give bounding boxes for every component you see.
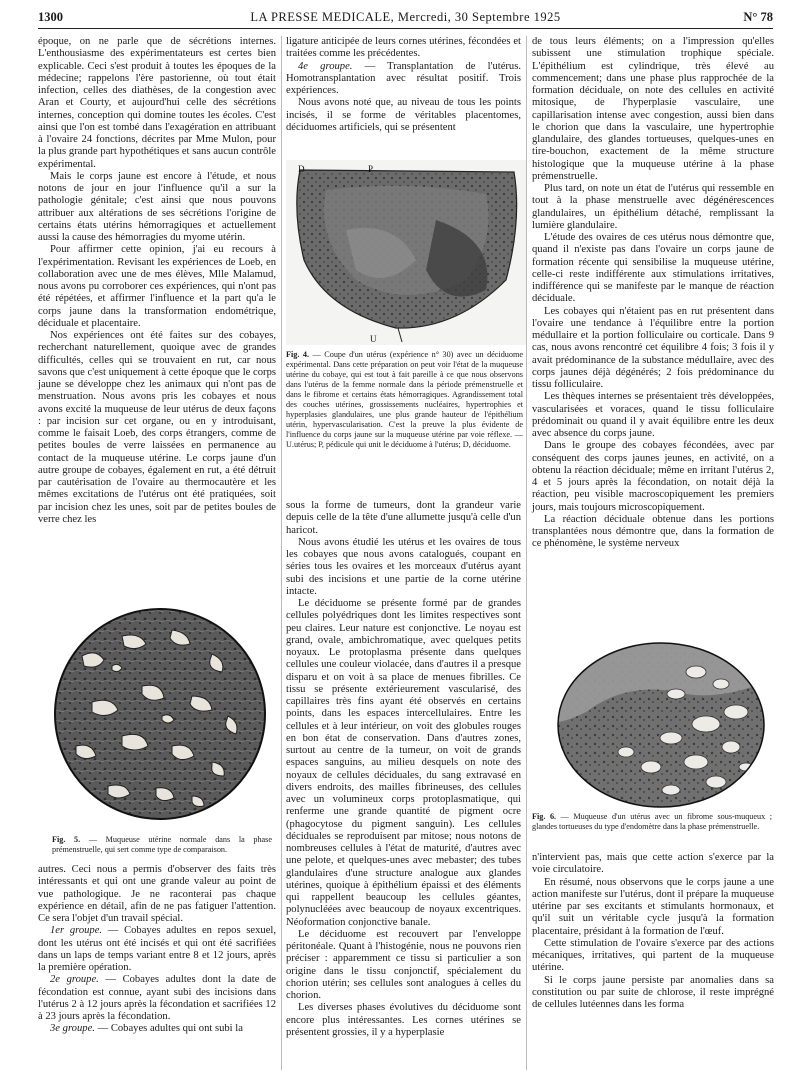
- figure-6-micrograph: [556, 642, 766, 808]
- paragraph: Nous avons étudié les utérus et les ovaires de tous les cobayes que nous avons catalogués, coupant en séries tous les ovaires et les morceaux d'utérus ayant subi des incisions et une partie de la corne utérine intacte.: [286, 536, 521, 597]
- group-text: — Cobayes adultes dont la date de fécondation est connue, ayant subi des incisions dans l'utérus 2 à 12 jours après la fécondation et sacrifiées 12 à 23 jours après la fécondation.: [38, 974, 277, 1022]
- paragraph: ligature anticipée de leurs cornes utérines, fécondées et traitées comme les précédentes.: [286, 36, 521, 60]
- column-2-lower: [286, 500, 521, 1039]
- group-label: 4e groupe.: [298, 60, 353, 72]
- issue-number: N° 78: [743, 10, 773, 24]
- page-header: [38, 6, 773, 29]
- paragraph: En résumé, nous observons que le corps jaune a une action manifeste sur l'utérus, dont il prépare la muqueuse utérine par ses excitants et stimulants hormonaux, et qu'il suit un véritable cycle jusqu'à la formation placentaire, présidant à la formation de l'œuf.: [532, 876, 774, 937]
- figure-6-label: Fig. 6.: [532, 812, 557, 821]
- paragraph: [38, 1023, 276, 1035]
- paragraph: n'intervient pas, mais que cette action s'exerce par la voie circulatoire.: [532, 852, 774, 876]
- figure-4-caption-text: — Coupe d'un utérus (expérience n° 30) avec un déciduome expérimental. Dans cette préparation on peut voir l'état de la muqueuse utérine du cobaye, qui est tout à fait pareille à ce que nous observons dans l'utérus de la femme normale dans la période prémenstruelle et dans le fibrome et certains états hémorragiques. Agrandissement total des couches utérines, grossissements nucléaires, hypertrophies et hyperplasies glandulaires, une plus grande hauteur de l'épithélium utérin, hypervascularisation. C'est la preuve la plus évidente de l'influence du corps jaune sur la muqueuse utérine par voie réflexe. — U.utérus; P, pédicule qui unit le déciduome à l'utérus; D, déciduome.: [286, 350, 523, 449]
- paragraph: [38, 925, 276, 974]
- column-3-lower: [532, 852, 774, 1011]
- figure-6-caption: [532, 812, 772, 832]
- journal-title: LA PRESSE MEDICALE, Mercredi, 30 Septembre 1925: [250, 10, 561, 24]
- page-number: 1300: [38, 10, 63, 24]
- group-text: — Transplantation de l'utérus. Homotransplantation avec résultat positif. Trois expériences.: [286, 60, 521, 96]
- figure-6-caption-text: — Muqueuse d'un utérus avec un fibrome sous-muqueux ; glandes tortueuses du type d'endomètre dans la phase prémenstruelle.: [532, 812, 773, 831]
- figure-5-caption: [52, 835, 272, 855]
- column-rule-1: [281, 36, 282, 1070]
- group-text: — Cobayes adultes qui ont subi la: [94, 1023, 243, 1035]
- figure-4-mark-p: P: [368, 164, 374, 174]
- column-3: [532, 36, 774, 551]
- paragraph: La réaction déciduale obtenue dans les portions transplantées nous démontre que, dans la formation de ce phénomène, le système nerveux: [532, 513, 774, 550]
- paragraph: Pour affirmer cette opinion, j'ai eu recours à l'expérimentation. Revisant les expériences de Loeb, en collaboration avec une de mes élèves, Mlle Malamud, nous avons pu corroborer ces expériences, qui n'ont pas été répétées, et affirmer l'influence et la part qu'a le corps jaune dans la transformation endométrique, déciduale et placentaire.: [38, 244, 276, 329]
- paragraph: époque, on ne parle que de sécrétions internes. L'enthousiasme des expérimentateurs est certes bien explicable. Ceci s'est produit à toutes les époques de la médecine; rappelons l'ère pastorienne, où tout était infection, celles des diathèses, de la congestion avec Aran et Courty, et aujourd'hui celle des sécrétions internes, conception qui domine toutes les écoles. C'est ainsi que l'on est tombé dans l'exagération en attribuant à l'ovaire 24 fonctions, décrites par Mme Mulon, pour la plus grande part hypothétiques et sans aucun contrôle expérimental.: [38, 36, 276, 170]
- paragraph: [286, 61, 521, 98]
- figure-4-label: Fig. 4.: [286, 350, 310, 359]
- paragraph: L'étude des ovaires de ces utérus nous démontre que, quand il n'existe pas dans l'ovaire un corps jaune de formation récente qui sensibilise la muqueuse utérine, celle-ci reste indifférente aux stimulations irritatives, indifférence qui se manifeste par le manque de réaction déciduale.: [532, 232, 774, 305]
- paragraph: de tous leurs éléments; on a l'impression qu'elles subissent une stimulation trophique spéciale. L'épithélium est cylindrique, très élevé au commencement; dans une phase plus rapprochée de la formation déciduale, on note des cellules en activité mitosique, de l'hyperplasie vasculaire, une capillarisation intense avec congestion, aussi bien dans le chorion que dans la vasculaire, une hypertrophie glandulaire, des glandes tortueuses, quelques-unes en tire-bouchon, exactement de la même structure histologique que la muqueuse utérine à la phase prémenstruelle.: [532, 36, 774, 182]
- paragraph: Les thèques internes se présentaient très développées, vascularisées et voraces, quand le tissu folliculaire prédominait ou quand il y avait équilibre entre les deux avec absence du corps jaune.: [532, 391, 774, 439]
- paragraph: Mais le corps jaune est encore à l'étude, et nous notons de jour en jour l'influence qu'il a sur la pathologie génitale; c'est ainsi que nous pouvons attribuer aux altérations de ses sécrétions l'origine de certains états utérins hémorragiques et actuellement aussi la cause des hémorragies du myome utérin.: [38, 170, 276, 243]
- paragraph: Cette stimulation de l'ovaire s'exerce par des actions mécaniques, irritatives, qui partent de la muqueuse utérine.: [532, 937, 774, 974]
- group-label: 1er groupe.: [50, 925, 103, 937]
- paragraph: Nos expériences ont été faites sur des cobayes, recherchant naturellement, quoique avec de grandes difficultés, celles qui se trouvaient en rut, car nous savons que c'est uniquement à cette époque que le corps jaune se développe chez les animaux qui n'ont pas de menstruation. Nous avons pris les cobayes et nous avons excité la muqueuse de leur utérus de deux façons : par incision sur cet organe, ou en y introduisant, comme le faisait Loeb, des corps étrangers, comme de petites boules de verre laissées en permanence au contact de la muqueuse utérine. Le corps jaune d'un autre groupe de cobayes, également en rut, a été détruit par cautérisation de l'ovaire au thermocautère et les mêmes excitations de l'utérus ont été pratiquées, soit par incision chez les unes, soit par de petites boules de verre chez les: [38, 330, 276, 525]
- figure-4-mark-u: U: [370, 334, 377, 344]
- paragraph: Les diverses phases évolutives du déciduome sont encore plus intéressantes. Les cornes utérines se présentent grossies, il y a hyperplasie: [286, 1002, 521, 1038]
- paragraph: Le déciduome est recouvert par l'enveloppe péritonéale. Quant à l'histogénie, nous ne pouvons rien préciser : apparemment ce tissu si particulier a son origine dans le tissu conjonctif, spécialement du chorion utérin; ses cellules sont analogues à celles du chorion.: [286, 928, 521, 1001]
- group-label: 3e groupe.: [50, 1023, 95, 1035]
- column-rule-2: [526, 36, 527, 1070]
- group-text: — Cobayes adultes en repos sexuel, dont les utérus ont été incisés et qui ont été sacrifiées dans un laps de temps variant entre 8 et 12 jours, après la première opération.: [38, 925, 276, 973]
- paragraph: Le déciduome se présente formé par de grandes cellules polyédriques dont les limites respectives sont peu claires. Leur nature est conjonctive. Le noyau est grand, ovale, ambichromatique, avec quelques petits noyaux. Le protoplasma présente dans quelques cellules une couleur violacée, dans d'autres il a presque disparu et on voit à sa place de menues fibrilles. Ce tissu se présente extérieurement vascularisé, des capillaires très fins ayant été observés en certains points, dans les espaces intercellulaires. Entre les cellules et à leur intérieur, on voit des globules rouges en bon état de conservation. Dans d'autres zones, surtout au centre de la tumeur, on voit de grands espaces sanguins, au milieu desquels on note des noyaux de cellules déciduales, du sang extravasé en divers endroits, des mailles fibrineuses, des cellules avec un volumineux corps protoplasmatique, qui renferme une grande quantité de pigment ocre (phagocytose du pigment sanguin). Les cellules déciduales se reproduisent par mitose; nous notons de nombreuses cellules à l'état de maturité, d'autres avec une pelote, et quelques-unes avec mebaster; des tubes glandulaires d'une structure analogue aux glandes utérines, quoique à épithélium épaissi et des éléments qui rappellent beaucoup les cellules géantes, polynucléées avec beaucoup de noyaux excentriques. Néoformation conjonctive banale.: [286, 598, 521, 928]
- paragraph: Plus tard, on note un état de l'utérus qui ressemble en tout à la phase menstruelle avec dégénérescences glandulaires, un épithélium détaché, remplissant la lumière glandulaire.: [532, 183, 774, 231]
- figure-5-caption-text: — Muqueuse utérine normale dans la phase prémenstruelle, qui sert comme type de comparaison.: [52, 835, 273, 854]
- paragraph: Si le corps jaune persiste par anomalies dans sa constitution ou par suite de chlorose, il reste imprégné de cellules lutéennes dans les forma: [532, 974, 774, 1010]
- column-1: [38, 36, 276, 526]
- paragraph: Nous avons noté que, au niveau de tous les points incisés, il se forme de véritables placentomes, déciduomes artificiels, qui se présentent: [286, 97, 521, 133]
- figure-5-micrograph: [52, 606, 268, 822]
- paragraph: Dans le groupe des cobayes fécondées, avec par conséquent des corps jaunes jeunes, en activité, on a obtenu la réaction déciduale; même en irritant l'utérus 2, 4 et 5 jours après la fécondation, on notait déjà la réaction, peu visible macroscopiquement les premiers jours, mais toujours microscopiquement.: [532, 440, 774, 513]
- paragraph: sous la forme de tumeurs, dont la grandeur varie depuis celle de la tête d'une allumette jusqu'à celle d'un haricot.: [286, 500, 521, 536]
- paragraph: Les cobayes qui n'étaient pas en rut présentent dans l'ovaire une tendance à l'équilibre entre la portion médullaire et la portion folliculaire ou corticale. Dans 9 cas, nous avons rencontré cet équilibre 4 fois; 3 fois il y avait prédominance de la substance médullaire, avec des corps jaunes déjà dégénérés; 2 fois prédominance du tissu folliculaire.: [532, 305, 774, 390]
- figure-4-mark-d: D: [298, 164, 305, 174]
- figure-4-micrograph: [286, 160, 526, 345]
- figure-4-caption: [286, 350, 523, 450]
- figure-5-label: Fig. 5.: [52, 835, 81, 844]
- paragraph: autres. Ceci nous a permis d'observer des faits très intéressants et qui ont une grande valeur au point de vue pathologique. Je ne raconterai pas chaque expérience en détail, afin de ne pas fatiguer l'attention. Ce sera l'objet d'un travail spécial.: [38, 864, 276, 924]
- column-2: [286, 36, 521, 134]
- paragraph: [38, 974, 276, 1023]
- column-1-lower: [38, 864, 276, 1036]
- group-label: 2e groupe.: [50, 974, 99, 986]
